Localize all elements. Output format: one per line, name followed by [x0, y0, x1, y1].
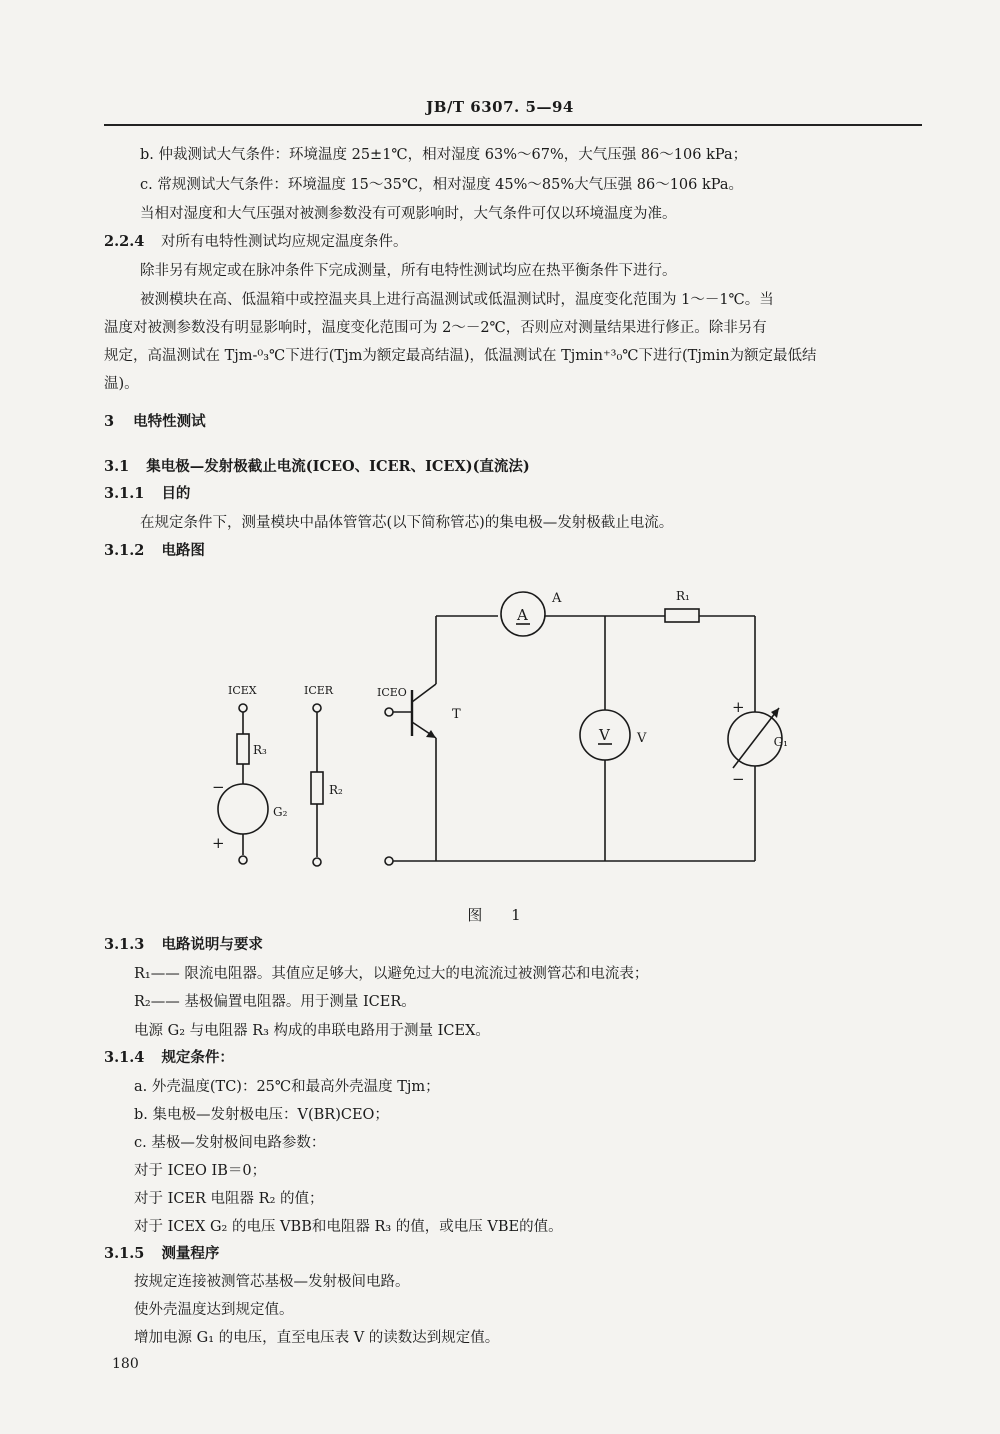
section-3-1-1-heading	[104, 483, 190, 505]
iceo-condition: 对于 ICEO IB＝0；	[134, 1163, 267, 1179]
g2-description: 电源 G₂ 与电阻器 R₃ 构成的串联电路用于测量 ICEX。	[134, 1023, 490, 1039]
g2-label: G₂	[273, 805, 288, 819]
procedure-step: 增加电源 G₁ 的电压，直至电压表 V 的读数达到规定值。	[134, 1330, 500, 1346]
r2-label: R₂	[329, 783, 343, 797]
section-number: 3.1.3	[104, 936, 145, 953]
figure-caption: 图 1	[467, 906, 533, 924]
section-title: 规定条件：	[161, 1049, 234, 1066]
g1-plus-sign: +	[732, 698, 745, 716]
icer-label: ICER	[304, 684, 334, 697]
section-title: 电特性测试	[133, 413, 206, 430]
section-3-1-5-heading	[104, 1243, 219, 1265]
voltmeter-label: V	[637, 731, 647, 746]
g2-minus-sign: −	[212, 778, 225, 796]
paragraph-line: 规定，高温测试在 Tjm-⁰₃℃下进行(Tjm为额定最高结温)，低温测试在 Tjmin⁺³₀℃下进行(Tjmin为额定最低结	[104, 348, 817, 364]
r3-resistor	[237, 734, 249, 764]
section-number: 3.1	[104, 458, 130, 475]
r1-resistor	[665, 609, 699, 622]
r1-description: R₁—— 限流电阻器。其值应足够大，以避免过大的电流流过被测管芯和电流表；	[134, 966, 649, 982]
atmosphere-note: 当相对湿度和大气压强对被测参数没有可观影响时，大气条件可仅以环境温度为准。	[140, 206, 677, 222]
g2-source	[218, 784, 268, 834]
icer-terminal-bottom	[313, 858, 321, 866]
g1-minus-sign: −	[732, 770, 745, 788]
section-number: 3	[104, 413, 115, 430]
condition-a: a. 外壳温度(TC)：25℃和最高外壳温度 Tjm；	[134, 1079, 440, 1095]
paragraph: 除非另有规定或在脉冲条件下完成测量，所有电特性测试均应在热平衡条件下进行。	[140, 263, 677, 279]
paragraph-line: 温度对被测参数没有明显影响时，温度变化范围可为 2～－2℃，否则应对测量结果进行修正。除非另有	[104, 320, 767, 336]
icex-terminal-bottom	[239, 856, 247, 864]
section-3-1-heading	[104, 456, 530, 478]
section-title: 对所有电特性测试均应规定温度条件。	[160, 234, 408, 250]
section-title: 电路图	[161, 542, 205, 559]
section-3-1-2-heading	[104, 540, 205, 562]
r2-description: R₂—— 基极偏置电阻器。用于测量 ICER。	[134, 994, 416, 1010]
base-terminal	[385, 708, 393, 716]
iceo-label: ICEO	[377, 686, 407, 699]
r3-label: R₃	[253, 743, 267, 757]
section-title: 集电极—发射极截止电流(ICEO、ICER、ICEX)(直流法)	[146, 458, 530, 475]
paragraph-line: 被测模块在高、低温箱中或控温夹具上进行高温测试或低温测试时，温度变化范围为 1～－1℃。当	[140, 292, 774, 308]
procedure-step: 使外壳温度达到规定值。	[134, 1302, 294, 1318]
paragraph-line: 温)。	[104, 376, 139, 392]
procedure-step: 按规定连接被测管芯基极—发射极间电路。	[134, 1274, 410, 1290]
section-number: 3.1.1	[104, 485, 145, 502]
g1-label: G₁	[773, 735, 788, 749]
transistor-label: T	[452, 707, 461, 722]
condition-c: c. 基极—发射极间电路参数：	[134, 1135, 326, 1151]
icer-terminal-top	[313, 704, 321, 712]
condition-b: b. 仲裁测试大气条件：环境温度 25±1℃，相对湿度 63%～67%，大气压强 86～106 kPa；	[140, 147, 748, 163]
purpose-text: 在规定条件下，测量模块中晶体管管芯(以下简称管芯)的集电极—发射极截止电流。	[140, 515, 674, 531]
icex-terminal-top	[239, 704, 247, 712]
condition-c: c. 常规测试大气条件：环境温度 15～35℃，相对湿度 45%～85%大气压强 86～106 kPa。	[140, 177, 744, 193]
emitter-terminal	[385, 857, 393, 865]
section-2-2-4	[104, 231, 407, 253]
r1-label: R₁	[676, 589, 690, 603]
section-number: 3.1.2	[104, 542, 145, 559]
icex-label: ICEX	[228, 684, 257, 697]
ammeter-symbol: A	[517, 606, 528, 624]
section-title: 测量程序	[161, 1245, 220, 1262]
section-number: 2.2.4	[104, 233, 145, 250]
section-3-heading	[104, 411, 206, 433]
section-number: 3.1.4	[104, 1049, 145, 1066]
header-rule	[104, 124, 922, 126]
section-number: 3.1.5	[104, 1245, 145, 1262]
ammeter-label: A	[552, 591, 562, 606]
section-title: 目的	[161, 485, 191, 502]
page-number: 180	[112, 1356, 139, 1372]
section-3-1-3-heading	[104, 934, 263, 956]
section-title: 电路说明与要求	[161, 936, 263, 953]
document-id-header: JB/T 6307. 5—94	[426, 98, 574, 116]
icer-condition: 对于 ICER 电阻器 R₂ 的值；	[134, 1191, 324, 1207]
emitter-arrow	[426, 730, 436, 738]
section-3-1-4-heading	[104, 1047, 234, 1069]
r2-resistor	[311, 772, 323, 804]
condition-b: b. 集电极—发射极电压：V(BR)CEO；	[134, 1107, 389, 1123]
g2-plus-sign: +	[212, 834, 225, 852]
circuit-diagram	[190, 572, 790, 882]
voltmeter-symbol: V	[599, 726, 610, 744]
icex-condition: 对于 ICEX G₂ 的电压 VBB和电阻器 R₃ 的值，或电压 VBE的值。	[134, 1219, 563, 1235]
